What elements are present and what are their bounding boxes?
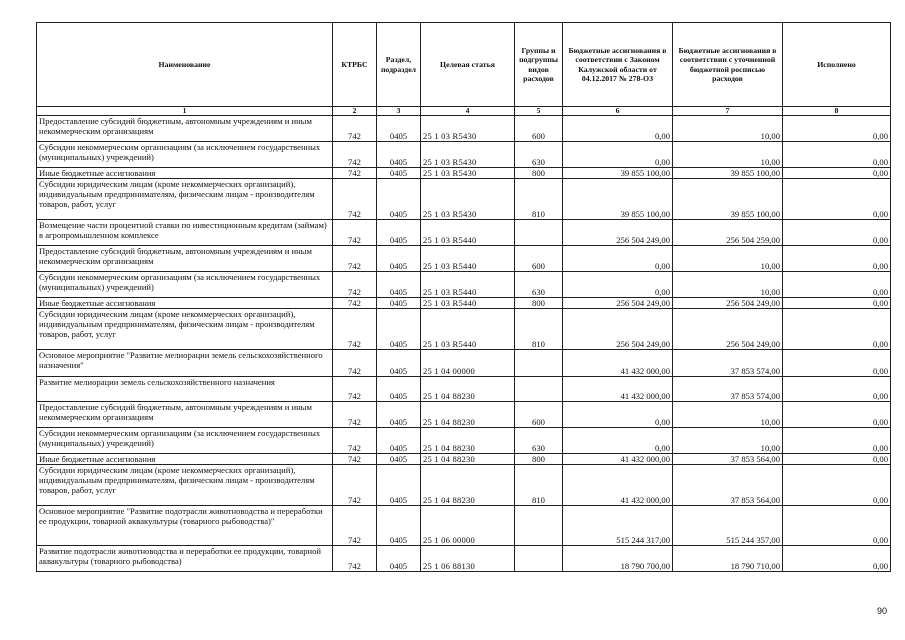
row-law-amount: 18 790 700,00 bbox=[563, 546, 673, 572]
row-group: 810 bbox=[515, 309, 563, 350]
header-name: Наименование bbox=[37, 23, 333, 107]
row-target: 25 1 03 R5440 bbox=[421, 309, 515, 350]
row-group: 600 bbox=[515, 116, 563, 142]
row-law-amount: 256 504 249,00 bbox=[563, 298, 673, 309]
row-name: Субсидии юридическим лицам (кроме некоммерческих организаций), индивидуальным предпринимателям, физическим лицам - производителям товаров, работ, услуг bbox=[37, 309, 333, 350]
table-row bbox=[37, 168, 891, 179]
row-name: Предоставление субсидий бюджетным, автономным учреждениям и иным некоммерческим организациям bbox=[37, 116, 333, 142]
row-done-amount: 0,00 bbox=[783, 506, 891, 546]
row-section: 0405 bbox=[377, 546, 421, 572]
row-section: 0405 bbox=[377, 298, 421, 309]
row-target: 25 1 03 R5430 bbox=[421, 179, 515, 220]
row-target: 25 1 04 88230 bbox=[421, 465, 515, 506]
row-refined-amount: 37 853 574,00 bbox=[673, 377, 783, 402]
row-name: Субсидии некоммерческим организациям (за исключением государственных (муниципальных) учреждений) bbox=[37, 142, 333, 168]
row-done-amount: 0,00 bbox=[783, 298, 891, 309]
row-refined-amount: 10,00 bbox=[673, 428, 783, 454]
row-group bbox=[515, 377, 563, 402]
row-done-amount: 0,00 bbox=[783, 142, 891, 168]
row-group: 810 bbox=[515, 179, 563, 220]
column-number: 2 bbox=[333, 107, 377, 116]
table-row bbox=[37, 428, 891, 454]
row-name: Иные бюджетные ассигнования bbox=[37, 298, 333, 309]
row-ktrbs: 742 bbox=[333, 272, 377, 298]
row-name: Основное мероприятие "Развитие подотрасли животноводства и переработки ее продукции, товарной аквакультуры (товарного рыбоводства)" bbox=[37, 506, 333, 546]
table-row bbox=[37, 402, 891, 428]
row-refined-amount: 256 504 249,00 bbox=[673, 309, 783, 350]
row-target: 25 1 04 88230 bbox=[421, 454, 515, 465]
row-law-amount: 41 432 000,00 bbox=[563, 454, 673, 465]
row-name: Развитие подотрасли животноводства и переработки ее продукции, товарной аквакультуры (товарного рыбоводства) bbox=[37, 546, 333, 572]
row-name: Иные бюджетные ассигнования bbox=[37, 454, 333, 465]
row-section: 0405 bbox=[377, 309, 421, 350]
row-group bbox=[515, 220, 563, 246]
row-ktrbs: 742 bbox=[333, 350, 377, 377]
row-name: Возмещение части процентной ставки по инвестиционным кредитам (займам) в агропромышленном комплексе bbox=[37, 220, 333, 246]
row-refined-amount: 10,00 bbox=[673, 272, 783, 298]
row-section: 0405 bbox=[377, 465, 421, 506]
row-name: Предоставление субсидий бюджетным, автономным учреждениям и иным некоммерческим организациям bbox=[37, 402, 333, 428]
row-refined-amount: 10,00 bbox=[673, 246, 783, 272]
header-section: Раздел, подраздел bbox=[377, 23, 421, 107]
table-row bbox=[37, 350, 891, 377]
row-done-amount: 0,00 bbox=[783, 454, 891, 465]
table-row bbox=[37, 116, 891, 142]
row-law-amount: 256 504 249,00 bbox=[563, 220, 673, 246]
row-refined-amount: 37 853 574,00 bbox=[673, 350, 783, 377]
column-number-row bbox=[37, 107, 891, 116]
row-group: 800 bbox=[515, 168, 563, 179]
row-group bbox=[515, 546, 563, 572]
row-done-amount: 0,00 bbox=[783, 377, 891, 402]
row-group: 800 bbox=[515, 298, 563, 309]
row-law-amount: 256 504 249,00 bbox=[563, 309, 673, 350]
row-group: 810 bbox=[515, 465, 563, 506]
row-section: 0405 bbox=[377, 428, 421, 454]
table-row bbox=[37, 272, 891, 298]
row-law-amount: 41 432 000,00 bbox=[563, 350, 673, 377]
row-done-amount: 0,00 bbox=[783, 116, 891, 142]
row-refined-amount: 37 853 564,00 bbox=[673, 465, 783, 506]
row-target: 25 1 04 88230 bbox=[421, 402, 515, 428]
row-ktrbs: 742 bbox=[333, 309, 377, 350]
row-ktrbs: 742 bbox=[333, 402, 377, 428]
row-target: 25 1 06 88130 bbox=[421, 546, 515, 572]
row-target: 25 1 03 R5430 bbox=[421, 142, 515, 168]
row-name: Субсидии юридическим лицам (кроме некоммерческих организаций), индивидуальным предпринимателям, физическим лицам - производителям товаров, работ, услуг bbox=[37, 179, 333, 220]
row-law-amount: 0,00 bbox=[563, 246, 673, 272]
row-name: Развитие мелиорации земель сельскохозяйственного назначения bbox=[37, 377, 333, 402]
row-law-amount: 0,00 bbox=[563, 142, 673, 168]
row-section: 0405 bbox=[377, 179, 421, 220]
row-ktrbs: 742 bbox=[333, 546, 377, 572]
row-section: 0405 bbox=[377, 377, 421, 402]
row-ktrbs: 742 bbox=[333, 428, 377, 454]
row-group: 630 bbox=[515, 142, 563, 168]
row-section: 0405 bbox=[377, 454, 421, 465]
row-ktrbs: 742 bbox=[333, 246, 377, 272]
table-row bbox=[37, 179, 891, 220]
row-target: 25 1 03 R5440 bbox=[421, 246, 515, 272]
row-law-amount: 41 432 000,00 bbox=[563, 465, 673, 506]
row-done-amount: 0,00 bbox=[783, 168, 891, 179]
row-ktrbs: 742 bbox=[333, 298, 377, 309]
row-target: 25 1 06 00000 bbox=[421, 506, 515, 546]
row-done-amount: 0,00 bbox=[783, 179, 891, 220]
row-done-amount: 0,00 bbox=[783, 309, 891, 350]
row-ktrbs: 742 bbox=[333, 506, 377, 546]
row-section: 0405 bbox=[377, 506, 421, 546]
row-group: 630 bbox=[515, 272, 563, 298]
header-row bbox=[37, 23, 891, 107]
row-name: Субсидии некоммерческим организациям (за исключением государственных (муниципальных) учреждений) bbox=[37, 272, 333, 298]
table-row bbox=[37, 309, 891, 350]
row-done-amount: 0,00 bbox=[783, 402, 891, 428]
row-refined-amount: 256 504 259,00 bbox=[673, 220, 783, 246]
table-body bbox=[37, 116, 891, 572]
row-ktrbs: 742 bbox=[333, 179, 377, 220]
row-ktrbs: 742 bbox=[333, 168, 377, 179]
row-refined-amount: 10,00 bbox=[673, 142, 783, 168]
row-law-amount: 0,00 bbox=[563, 402, 673, 428]
row-law-amount: 0,00 bbox=[563, 272, 673, 298]
row-law-amount: 0,00 bbox=[563, 116, 673, 142]
row-ktrbs: 742 bbox=[333, 377, 377, 402]
row-group bbox=[515, 506, 563, 546]
row-done-amount: 0,00 bbox=[783, 272, 891, 298]
row-ktrbs: 742 bbox=[333, 454, 377, 465]
budget-table bbox=[36, 22, 891, 572]
row-refined-amount: 18 790 710,00 bbox=[673, 546, 783, 572]
row-group: 600 bbox=[515, 246, 563, 272]
row-refined-amount: 10,00 bbox=[673, 116, 783, 142]
row-target: 25 1 03 R5440 bbox=[421, 298, 515, 309]
table-row bbox=[37, 506, 891, 546]
table-row bbox=[37, 298, 891, 309]
row-done-amount: 0,00 bbox=[783, 246, 891, 272]
row-done-amount: 0,00 bbox=[783, 350, 891, 377]
row-name: Субсидии юридическим лицам (кроме некоммерческих организаций), индивидуальным предпринимателям, физическим лицам - производителям товаров, работ, услуг bbox=[37, 465, 333, 506]
row-refined-amount: 10,00 bbox=[673, 402, 783, 428]
row-law-amount: 0,00 bbox=[563, 428, 673, 454]
column-number: 6 bbox=[563, 107, 673, 116]
table-row bbox=[37, 454, 891, 465]
row-refined-amount: 515 244 357,00 bbox=[673, 506, 783, 546]
row-group: 800 bbox=[515, 454, 563, 465]
column-number: 5 bbox=[515, 107, 563, 116]
header-refined: Бюджетные ассигнования в соответствии с уточненной бюджетной росписью расходов bbox=[673, 23, 783, 107]
row-section: 0405 bbox=[377, 402, 421, 428]
row-section: 0405 bbox=[377, 246, 421, 272]
table-row bbox=[37, 246, 891, 272]
row-done-amount: 0,00 bbox=[783, 220, 891, 246]
row-refined-amount: 39 855 100,00 bbox=[673, 168, 783, 179]
row-law-amount: 39 855 100,00 bbox=[563, 168, 673, 179]
row-group: 600 bbox=[515, 402, 563, 428]
page-number: 90 bbox=[876, 606, 887, 616]
row-name: Основное мероприятие "Развитие мелиорации земель сельскохозяйственного назначения" bbox=[37, 350, 333, 377]
table-row bbox=[37, 220, 891, 246]
header-law: Бюджетные ассигнования в соответствии с Законом Калужской области от 04.12.2017 № 278-ОЗ bbox=[563, 23, 673, 107]
column-number: 7 bbox=[673, 107, 783, 116]
row-refined-amount: 39 855 100,00 bbox=[673, 179, 783, 220]
table-row bbox=[37, 465, 891, 506]
row-target: 25 1 03 R5440 bbox=[421, 272, 515, 298]
row-ktrbs: 742 bbox=[333, 142, 377, 168]
row-name: Иные бюджетные ассигнования bbox=[37, 168, 333, 179]
column-number: 3 bbox=[377, 107, 421, 116]
row-done-amount: 0,00 bbox=[783, 465, 891, 506]
table-row bbox=[37, 377, 891, 402]
row-refined-amount: 256 504 249,00 bbox=[673, 298, 783, 309]
header-ktrbs: КТРБС bbox=[333, 23, 377, 107]
row-ktrbs: 742 bbox=[333, 465, 377, 506]
row-section: 0405 bbox=[377, 350, 421, 377]
row-law-amount: 515 244 317,00 bbox=[563, 506, 673, 546]
row-target: 25 1 03 R5430 bbox=[421, 116, 515, 142]
row-target: 25 1 04 88230 bbox=[421, 377, 515, 402]
header-groups: Группы и подгруппы видов расходов bbox=[515, 23, 563, 107]
row-group bbox=[515, 350, 563, 377]
column-number: 8 bbox=[783, 107, 891, 116]
row-ktrbs: 742 bbox=[333, 220, 377, 246]
row-target: 25 1 03 R5430 bbox=[421, 168, 515, 179]
table-row bbox=[37, 142, 891, 168]
row-target: 25 1 04 00000 bbox=[421, 350, 515, 377]
row-law-amount: 41 432 000,00 bbox=[563, 377, 673, 402]
row-name: Субсидии некоммерческим организациям (за исключением государственных (муниципальных) учреждений) bbox=[37, 428, 333, 454]
row-law-amount: 39 855 100,00 bbox=[563, 179, 673, 220]
header-target: Целевая статья bbox=[421, 23, 515, 107]
row-section: 0405 bbox=[377, 272, 421, 298]
column-number: 1 bbox=[37, 107, 333, 116]
row-group: 630 bbox=[515, 428, 563, 454]
row-done-amount: 0,00 bbox=[783, 428, 891, 454]
table-row bbox=[37, 546, 891, 572]
row-refined-amount: 37 853 564,00 bbox=[673, 454, 783, 465]
row-section: 0405 bbox=[377, 168, 421, 179]
row-target: 25 1 03 R5440 bbox=[421, 220, 515, 246]
row-target: 25 1 04 88230 bbox=[421, 428, 515, 454]
header-done: Исполнено bbox=[783, 23, 891, 107]
row-ktrbs: 742 bbox=[333, 116, 377, 142]
column-number: 4 bbox=[421, 107, 515, 116]
row-section: 0405 bbox=[377, 142, 421, 168]
row-name: Предоставление субсидий бюджетным, автономным учреждениям и иным некоммерческим организациям bbox=[37, 246, 333, 272]
row-section: 0405 bbox=[377, 220, 421, 246]
row-done-amount: 0,00 bbox=[783, 546, 891, 572]
row-section: 0405 bbox=[377, 116, 421, 142]
